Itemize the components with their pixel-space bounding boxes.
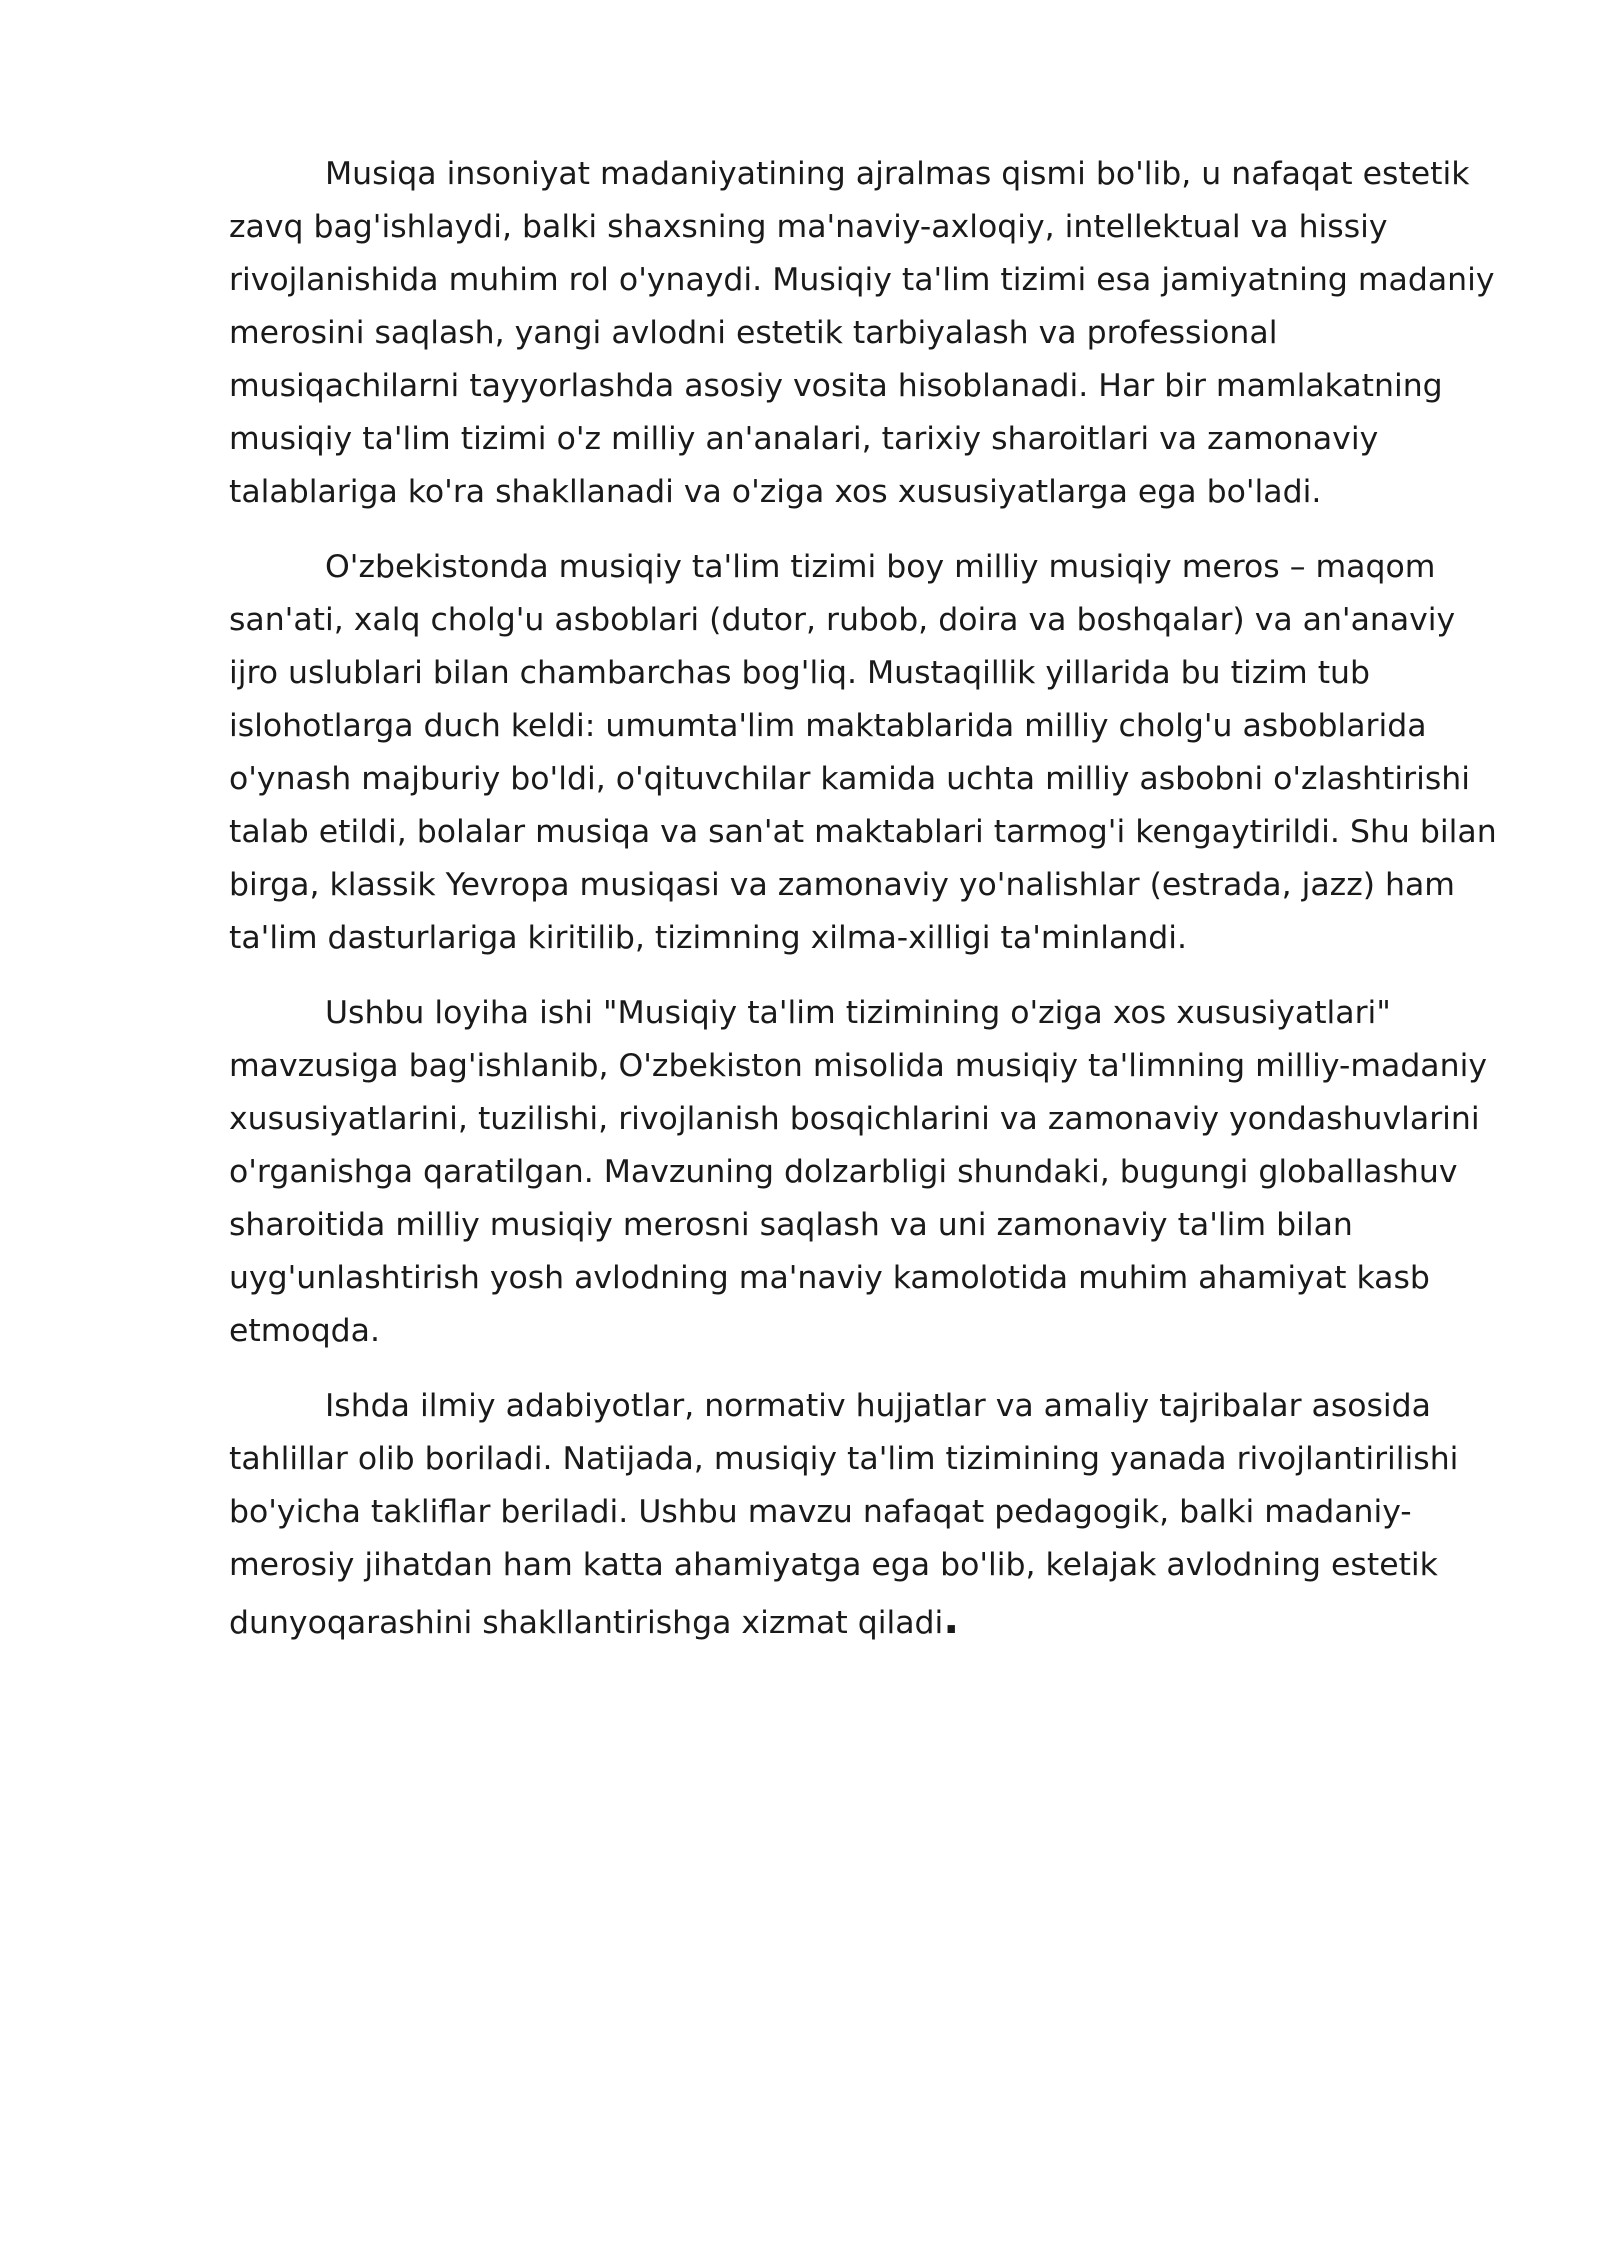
paragraph-4 <box>229 1380 1501 1650</box>
paragraph-4-text: Ishda ilmiy adabiyotlar, normativ hujjatlar va amaliy tajribalar asosida tahlillar olib boriladi. Natijada, musiqiy ta'lim tizimining yanada rivojlantirilishi bo'yicha takliflar beriladi. Ushbu mavzu nafaqat pedagogik, balki madaniy-merosiy jihatdan ham katta ahamiyatga ega bo'lib, kelajak avlodning estetik dunyoqarashini shakllantirishga xizmat qiladi <box>229 1388 1459 1641</box>
paragraph-1: Musiqa insoniyat madaniyatining ajralmas qismi bo'lib, u nafaqat estetik zavq bag'ishlaydi, balki shaxsning ma'naviy-axloqiy, intellektual va hissiy rivojlanishida muhim rol o'ynaydi. Musiqiy ta'lim tizimi esa jamiyatning madaniy merosini saqlash, yangi avlodni estetik tarbiyalash va professional musiqachilarni tayyorlashda asosiy vosita hisoblanadi. Har bir mamlakatning musiqiy ta'lim tizimi o'z milliy an'analari, tarixiy sharoitlari va zamonaviy talablariga ko'ra shakllanadi va o'ziga xos xususiyatlarga ega bo'ladi. <box>229 156 1495 510</box>
paragraph-2: O'zbekistonda musiqiy ta'lim tizimi boy milliy musiqiy meros – maqom san'ati, xalq cholg'u asboblari (dutor, rubob, doira va boshqalar) va an'anaviy ijro uslublari bilan chambarchas bog'liq. Mustaqillik yillarida bu tizim tub islohotlarga duch keldi: umumta'lim maktablarida milliy cholg'u asboblarida o'ynash majburiy bo'ldi, o'qituvchilar kamida uchta milliy asbobni o'zlashtirishi talab etildi, bolalar musiqa va san'at maktablari tarmog'i kengaytirildi. Shu bilan birga, klassik Yevropa musiqasi va zamonaviy yo'nalishlar (estrada, jazz) ham ta'lim dasturlariga kiritilib, tizimning xilma-xilligi ta'minlandi. <box>229 549 1497 956</box>
paragraph-3: Ushbu loyiha ishi "Musiqiy ta'lim tizimining o'ziga xos xususiyatlari" mavzusiga bag'ishlanib, O'zbekiston misolida musiqiy ta'limning milliy-madaniy xususiyatlarini, tuzilishi, rivojlanish bosqichlarini va zamonaviy yondashuvlarini o'rganishga qaratilgan. Mavzuning dolzarbligi shundaki, bugungi globallashuv sharoitida milliy musiqiy merosni saqlash va uni zamonaviy ta'lim bilan uyg'unlashtirish yosh avlodning ma'naviy kamolotida muhim ahamiyat kasb etmoqda. <box>229 995 1487 1349</box>
final-period: . <box>943 1594 960 1643</box>
document-body <box>229 148 1501 1672</box>
